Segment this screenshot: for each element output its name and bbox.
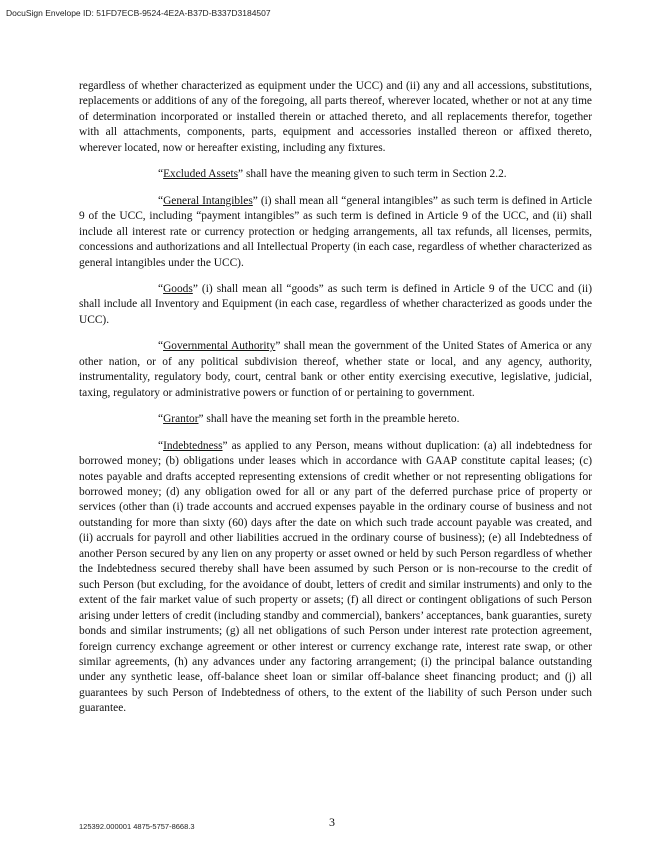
- page-number: 3: [329, 815, 335, 829]
- docusign-envelope-id: DocuSign Envelope ID: 51FD7ECB-9524-4E2A-B37D-B337D3184507: [6, 8, 271, 18]
- definition-excluded-assets: [79, 167, 592, 182]
- defined-term: Excluded Assets: [163, 168, 239, 181]
- definition-goods: [79, 282, 592, 328]
- definition-governmental-authority: [79, 339, 592, 401]
- definition-text: ” as applied to any Person, means without duplication: (a) all indebtedness for borrowed money; (b) obligations under leases which in accordance with GAAP constitute capital leases; (c) notes payable and drafts accepted representing extensions of credit whether or not representing obligations for borrowed money; (d) any obligation owed for all or any part of the deferred purchase price of property or services (other than (i) trade accounts and accrued expenses payable in the ordinary course of business and not outstanding for more than sixty (60) days after the date on which such trade account payable was created, and (ii) accruals for payroll and other liabilities accrued in the ordinary course of business); (e) all Indebtedness of another Person secured by any lien on any property or asset owned or held by such Person regardless of whether the Indebtedness secured thereby shall have been assumed by such Person or is non-recourse to the credit of such Person (but excluding, for the avoidance of doubt, letters of credit and similar instruments) and only to the extent of the fair market value of such property or assets; (f) all direct or contingent obligations of such Person arising under letters of credit (including standby and commercial), bankers’ acceptances, bank guaranties, surety bonds and similar instruments; (g) all net obligations of such Person under interest rate protection agreement, foreign currency exchange agreement or other interest or currency exchange rate, interest rate swap, or other similar agreements, (h) any advances under any factoring arrangement; (i) the principal balance outstanding under any synthetic lease, off-balance sheet loan or similar off-balance sheet financing product; and (j) all guarantees by such Person of Indebtedness of others, to the extent of the liability of such Person under such guarantee.: [79, 439, 592, 715]
- definition-general-intangibles: [79, 194, 592, 271]
- open-quote: “: [158, 282, 164, 295]
- defined-term: General Intangibles: [163, 194, 253, 207]
- definition-text: ” shall have the meaning set forth in the preamble hereto.: [198, 413, 460, 426]
- open-quote: “: [158, 439, 164, 452]
- open-quote: “: [158, 168, 164, 181]
- defined-term: Indebtedness: [163, 439, 223, 452]
- continuation-paragraph: regardless of whether characterized as equipment under the UCC) and (ii) any and all accessions, substitutions, replacements or additions of any of the foregoing, all parts thereof, wherever located, whether or not at any time of determination incorporated or installed therein or attached thereto, and all replacements therefor, together with all attachments, components, parts, equipment and accessories installed thereon or affixed thereto, wherever located, now or hereafter existing, including any fixtures.: [79, 80, 592, 154]
- definition-grantor: [79, 412, 592, 427]
- open-quote: “: [158, 340, 164, 353]
- defined-term: Goods: [163, 282, 193, 295]
- definition-text: ” shall have the meaning given to such term in Section 2.2.: [238, 168, 507, 181]
- footer-document-id: 125392.000001 4875-5757-8668.3: [79, 822, 195, 831]
- definition-text: ” (i) shall mean all “goods” as such term is defined in Article 9 of the UCC and (ii) shall include all Inventory and Equipment (in each case, regardless of whether characterized as goods under the UCC).: [79, 282, 592, 326]
- open-quote: “: [158, 194, 164, 207]
- defined-term: Governmental Authority: [163, 340, 276, 353]
- definition-text: ” shall mean the government of the United States of America or any other nation, or of any political subdivision thereof, whether state or local, and any agency, authority, instrumentality, regulatory body, court, central bank or other entity exercising executive, legislative, judicial, taxing, regulatory or administrative powers or function of or pertaining to government.: [79, 340, 592, 399]
- document-body: [79, 79, 592, 728]
- definition-indebtedness: [79, 439, 592, 717]
- open-quote: “: [158, 413, 164, 426]
- definition-text: ” (i) shall mean all “general intangibles” as such term is defined in Article 9 of the UCC, including “payment intangibles” as such term is defined in Article 9 of the UCC, and (ii) shall include all interest rate or currency protection or hedging arrangements, all tax refunds, all licenses, permits, concessions and authorizations and all Intellectual Property (in each case, regardless of whether characterized as general intangibles under the UCC).: [79, 194, 592, 269]
- defined-term: Grantor: [163, 413, 199, 426]
